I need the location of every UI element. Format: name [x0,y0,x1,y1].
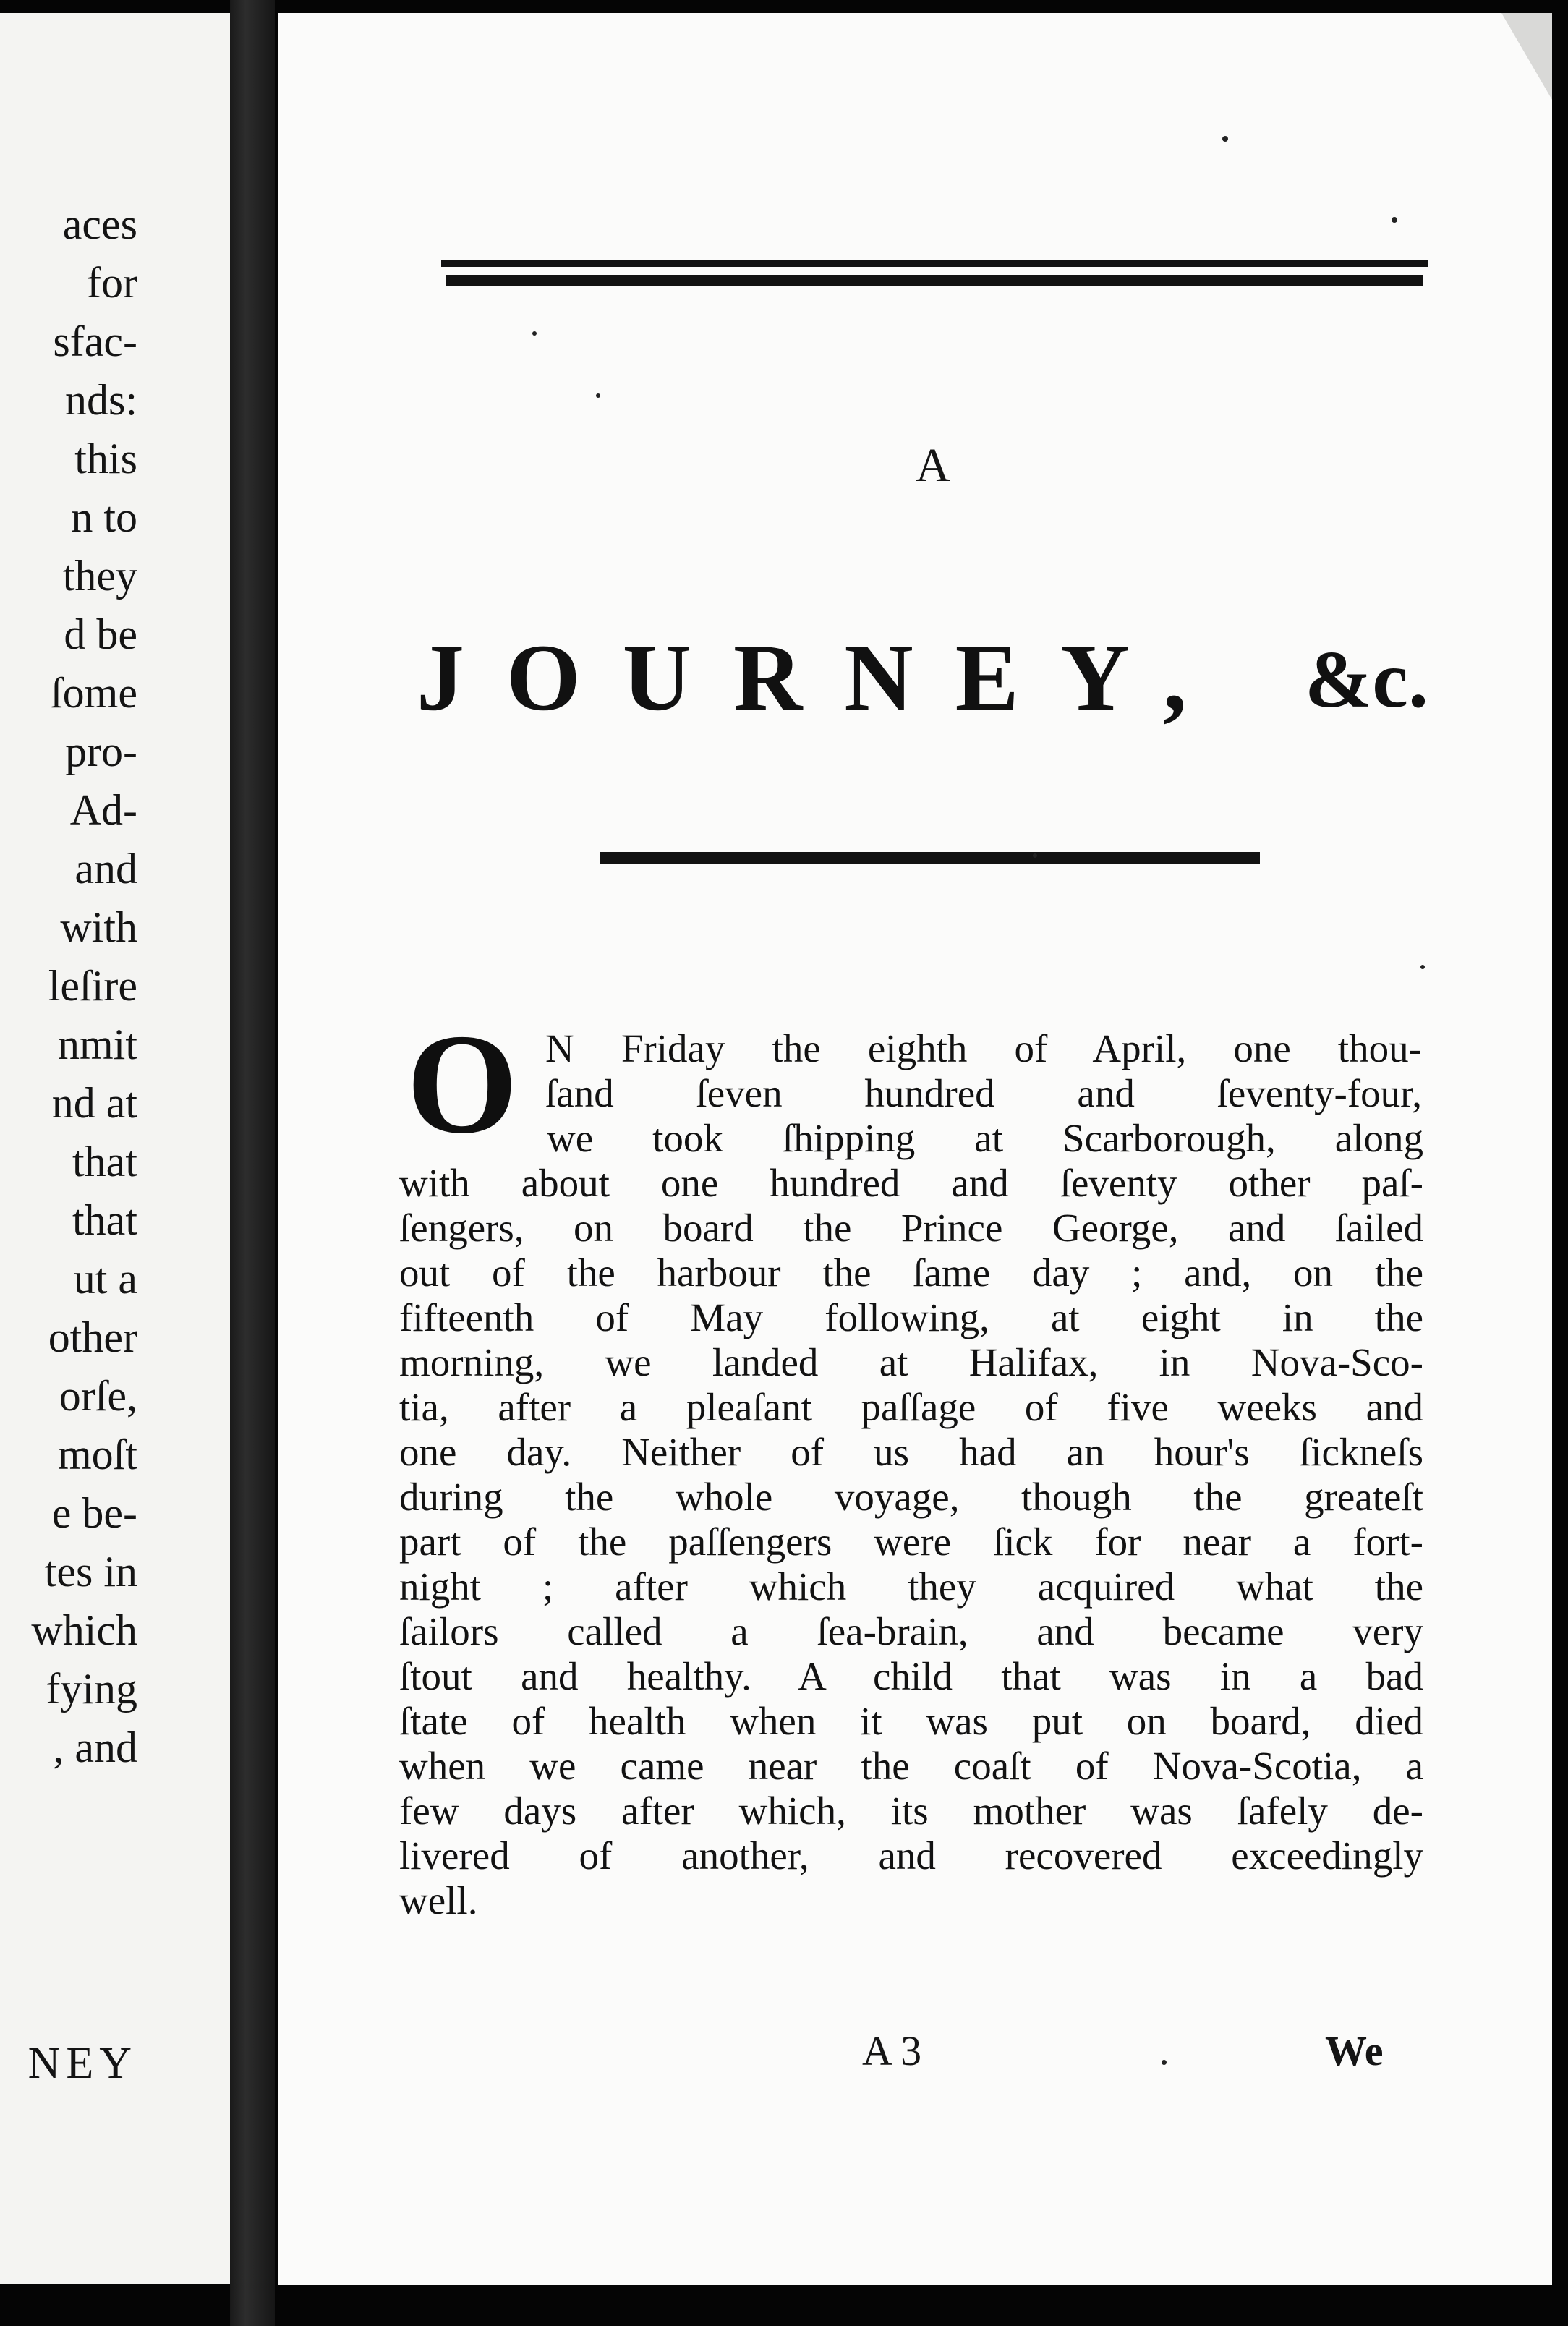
body-line: ſailors called a ſea-brain, and became very [399,1609,1423,1653]
body-line: out of the harbour the ſame day ; and, on the [399,1251,1423,1295]
left-line: sfac- [53,318,137,365]
left-line: nmit [57,1021,137,1068]
left-line: Ad- [69,786,137,834]
body-line: ſtate of health when it was put on board, died [399,1699,1423,1743]
left-line: tes in [44,1548,137,1596]
left-line: pro- [65,728,137,775]
body-line: ſtout and healthy. A child that was in a bad [399,1654,1423,1698]
speck [1162,2060,1167,2065]
book-gutter [230,0,275,2326]
main-page [278,13,1552,2285]
speck [532,331,537,336]
left-line: this [74,435,137,482]
title-rule [600,852,1260,864]
body-line: livered of another, and recovered exceedingly [399,1833,1423,1878]
left-line: for [87,259,137,307]
body-line: night ; after which they acquired what the [399,1564,1423,1609]
page-corner [1501,13,1552,100]
left-line: they [62,552,137,600]
left-line: ut a [73,1255,137,1303]
title-journey: JOURNEY, [417,624,1229,730]
left-line: and [74,845,137,893]
left-line: that [72,1138,137,1185]
body-line: during the whole voyage, though the greateſt [399,1475,1423,1519]
left-line: moſt [57,1431,137,1478]
left-line: , and [53,1724,137,1771]
catchword: We [1325,2027,1384,2074]
left-line: with [60,903,137,951]
speck [1392,217,1397,223]
left-line: aces [62,200,137,248]
speck [1033,853,1037,858]
left-line: nd at [51,1079,137,1127]
left-line: orſe, [59,1372,137,1420]
body-line: fifteenth of May following, at eight in the [399,1295,1423,1339]
signature-mark: A 3 [862,2027,922,2074]
body-line: ſengers, on board the Prince George, and ſailed [399,1206,1423,1250]
left-line: d be [64,610,137,658]
body-line: morning, we landed at Halifax, in Nova-Sco- [399,1340,1423,1384]
left-line: nds: [64,376,137,424]
left-facing-page [0,13,230,2284]
left-line: e be- [51,1489,137,1537]
body-line: N Friday the eighth of April, one thou- [545,1026,1422,1070]
speck [1222,136,1228,142]
body-line: one day. Neither of us had an hour's ſickneſs [399,1430,1423,1474]
body-line: with about one hundred and ſeventy other paſ- [399,1161,1423,1205]
title-article: A [916,439,950,492]
left-page-catchword: NEY [27,2039,137,2088]
body-line: tia, after a pleaſant paſſage of five weeks and [399,1385,1423,1429]
speck [596,393,600,398]
body-line: part of the paſſengers were ſick for near a fort- [399,1520,1423,1564]
left-line: n to [71,493,137,541]
drop-cap: O [406,1005,519,1163]
left-line: other [48,1313,137,1361]
left-line: fying [46,1665,137,1713]
left-line: ſome [51,669,137,717]
left-line: that [72,1196,137,1244]
header-rule-thick [446,275,1423,286]
body-line: ſand ſeven hundred and ſeventy-four, [545,1071,1422,1115]
body-line: well. [399,1878,478,1922]
left-line: leſire [48,962,137,1010]
body-line: we took ſhipping at Scarborough, along [547,1116,1423,1160]
title-etc: &c. [1305,635,1429,725]
left-line: which [31,1606,137,1654]
body-line: few days after which, its mother was ſafely de- [399,1789,1423,1833]
speck [1420,965,1425,969]
header-rule-thin [441,260,1428,267]
body-line: when we came near the coaſt of Nova-Scotia, a [399,1744,1423,1788]
